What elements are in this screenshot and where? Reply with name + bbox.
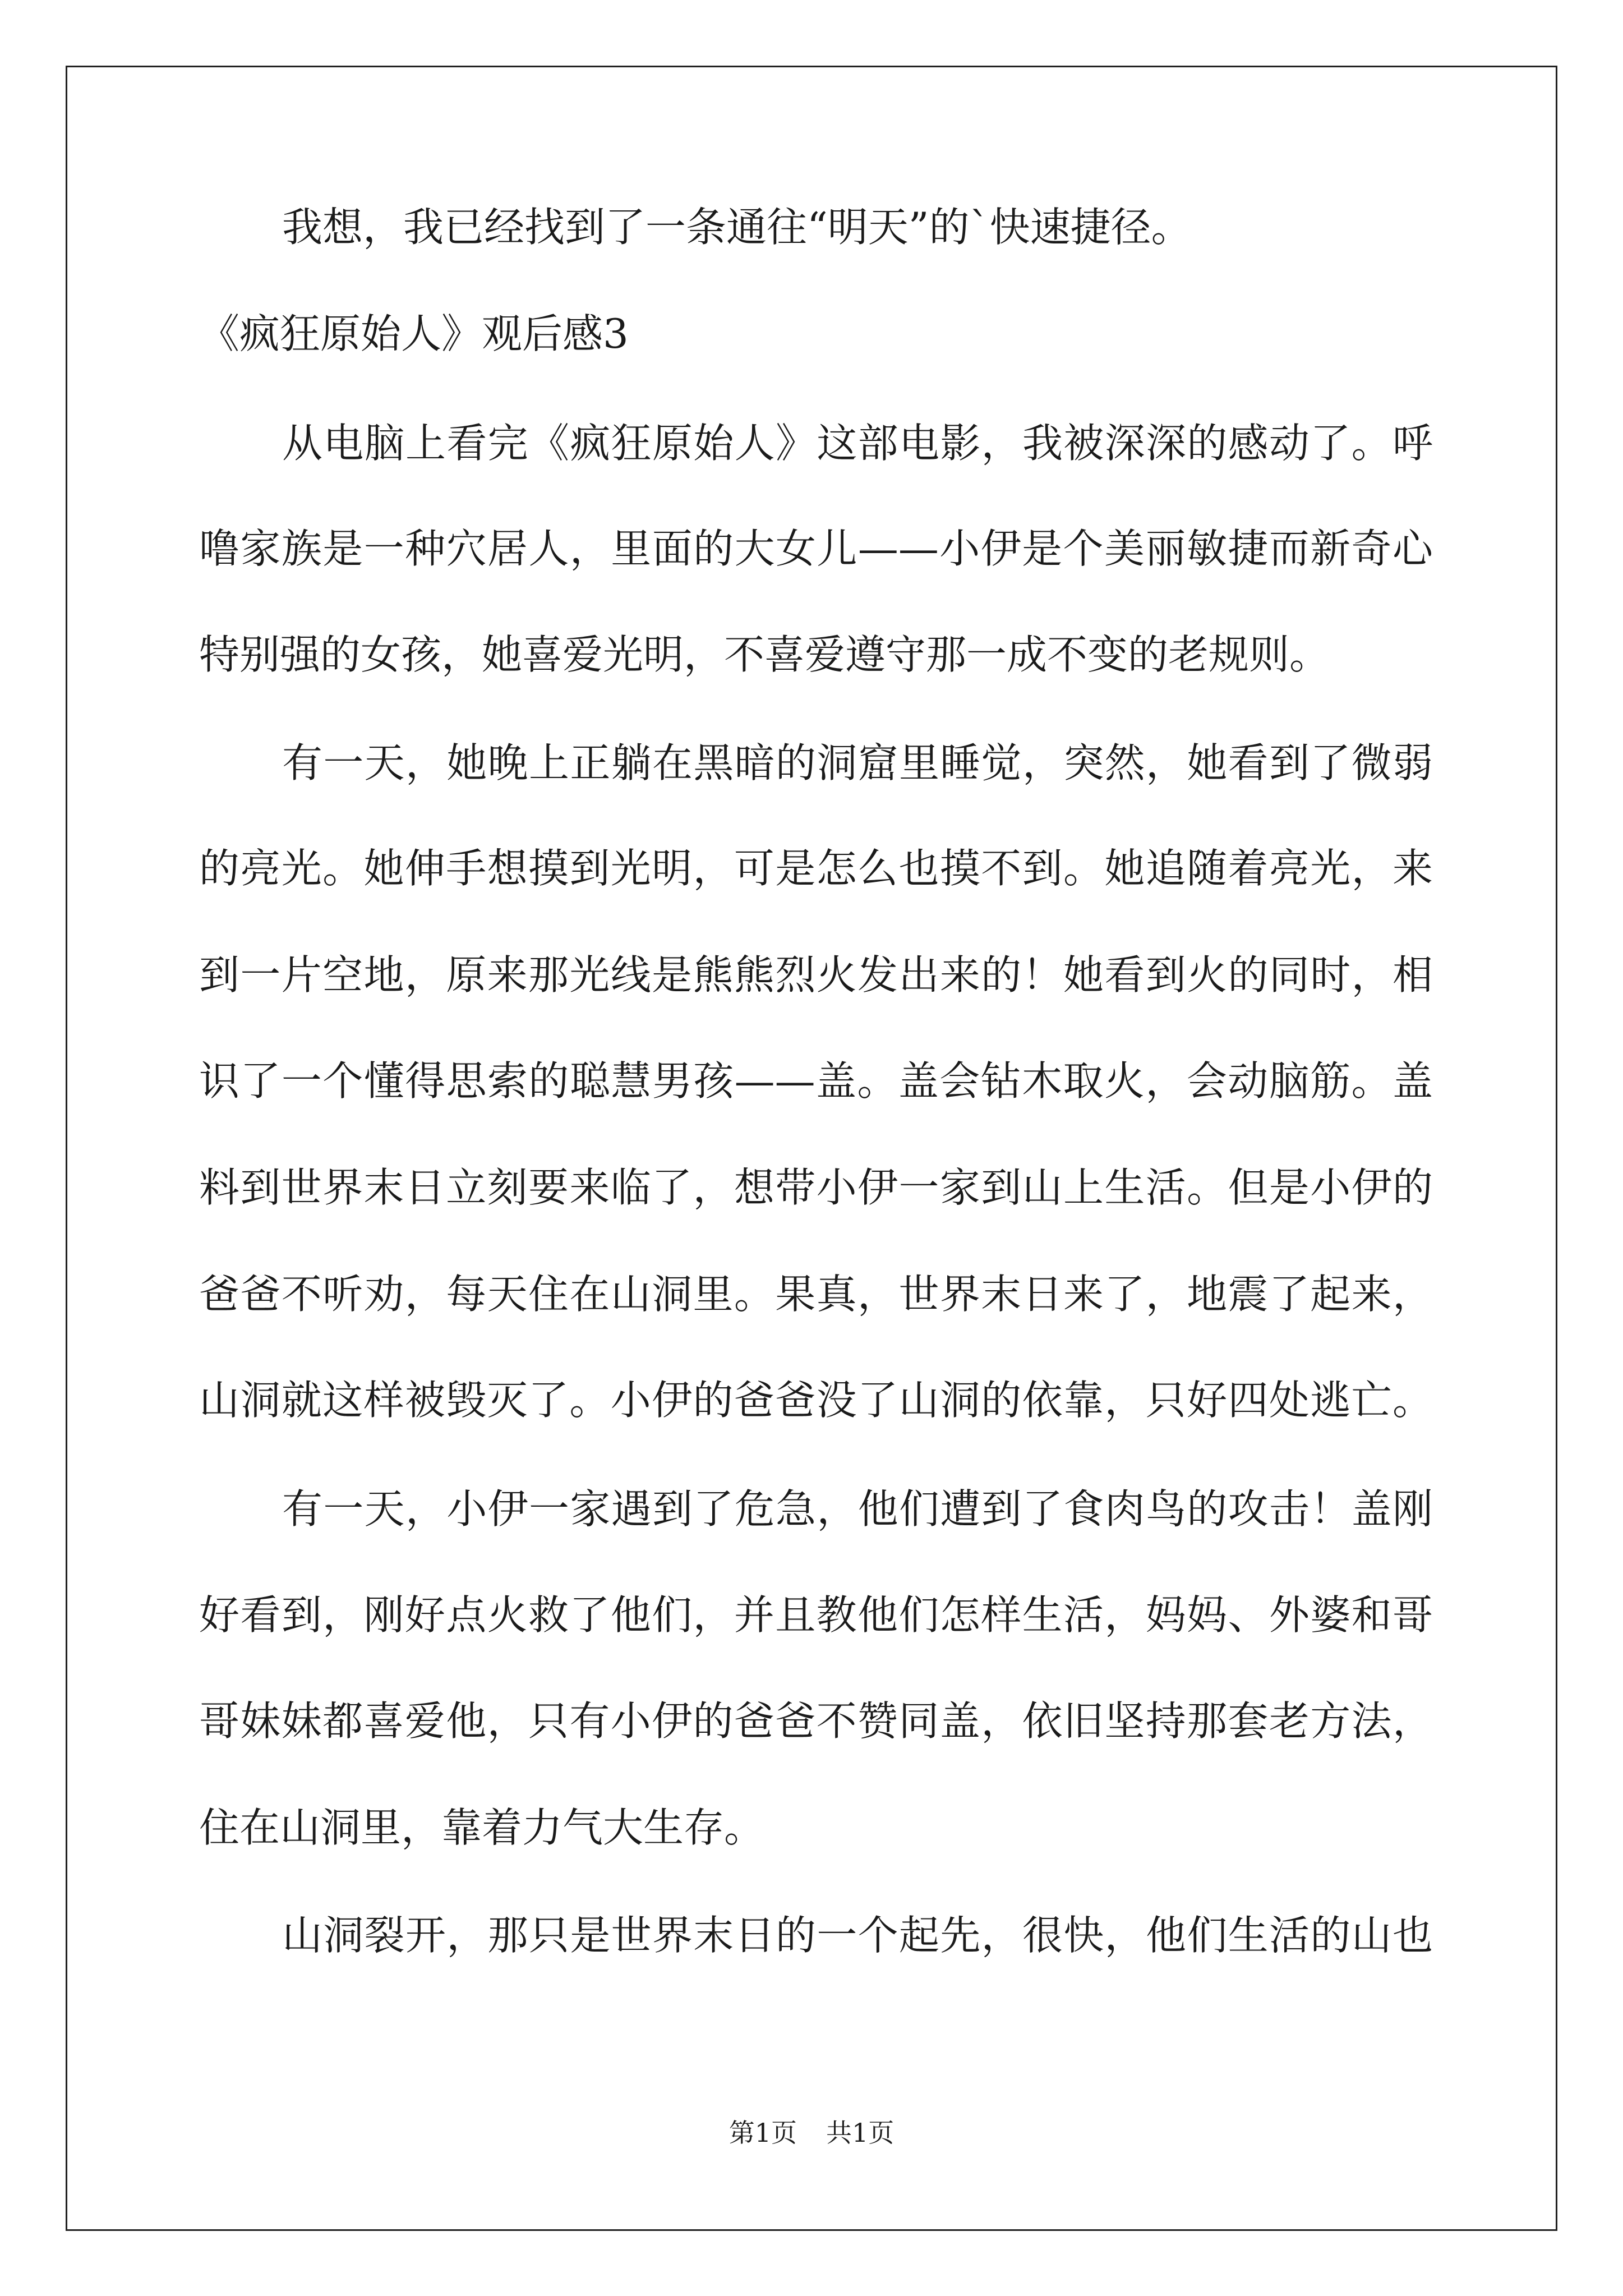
paragraph-line: 有一天，小伊一家遇到了危急，他们遭到了食肉鸟的攻击！盖刚	[282, 1485, 1433, 1533]
page-border	[66, 66, 1557, 2231]
section-heading: 《疯狂原始人》观后感3	[199, 310, 629, 357]
paragraph-line: 从电脑上看完《疯狂原始人》这部电影，我被深深的感动了。呼	[282, 420, 1433, 467]
paragraph-line: 的亮光。她伸手想摸到光明，可是怎么也摸不到。她追随着亮光，来	[199, 845, 1433, 892]
page-number-current: 第1页	[728, 2118, 797, 2148]
paragraph-line: 爸爸不听劝，每天住在山洞里。果真，世界末日来了，地震了起来，	[199, 1271, 1433, 1318]
paragraph-line: 哥妹妹都喜爱他，只有小伊的爸爸不赞同盖，依旧坚持那套老方法，	[199, 1697, 1433, 1745]
paragraph-line: 山洞裂开，那只是世界末日的一个起先，很快，他们生活的山也	[282, 1912, 1433, 1959]
paragraph-line: 山洞就这样被毁灭了。小伊的爸爸没了山洞的依靠，只好四处逃亡。	[199, 1377, 1433, 1424]
page-number-total: 共1页	[826, 2118, 895, 2148]
paragraph-line: 噜家族是一种穴居人，里面的大女儿——小伊是个美丽敏捷而新奇心	[199, 525, 1433, 572]
paragraph-line: 到一片空地，原来那光线是熊熊烈火发出来的！她看到火的同时，相	[199, 951, 1433, 999]
paragraph-line: 识了一个懂得思索的聪慧男孩——盖。盖会钻木取火，会动脑筋。盖	[199, 1057, 1433, 1105]
paragraph-line: 好看到，刚好点火救了他们，并且教他们怎样生活，妈妈、外婆和哥	[199, 1591, 1433, 1639]
page-footer	[0, 2116, 1623, 2150]
paragraph-line: 我想，我已经找到了一条通往“明天”的`快速捷径。	[282, 204, 1192, 251]
paragraph-line: 住在山洞里，靠着力气大生存。	[199, 1804, 765, 1851]
paragraph-line: 特别强的女孩，她喜爱光明，不喜爱遵守那一成不变的老规则。	[199, 631, 1330, 678]
paragraph-line: 有一天，她晚上正躺在黑暗的洞窟里睡觉，突然，她看到了微弱	[282, 739, 1433, 786]
paragraph-line: 料到世界末日立刻要来临了，想带小伊一家到山上生活。但是小伊的	[199, 1164, 1433, 1211]
